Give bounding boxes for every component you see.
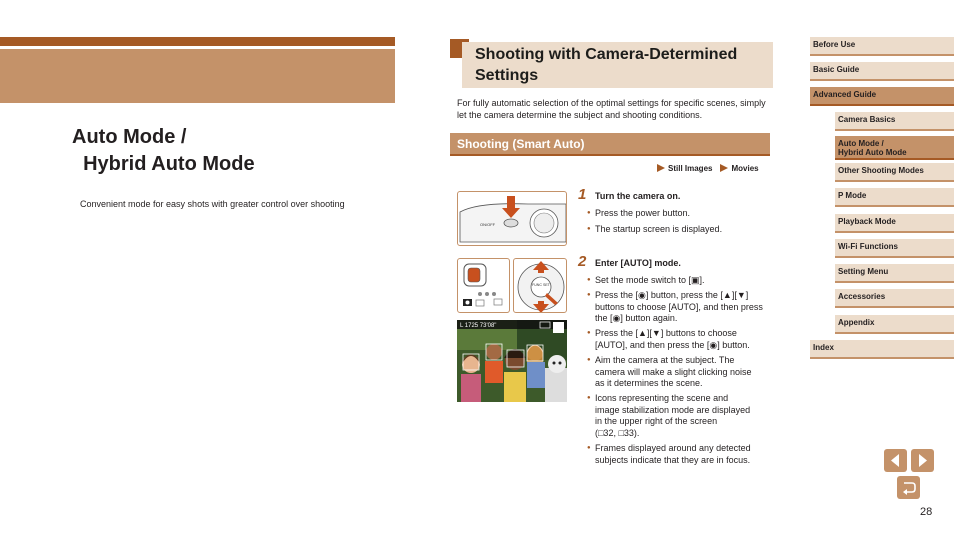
next-page-button[interactable] (911, 449, 934, 472)
sidebar-item-accessories[interactable]: Accessories (835, 289, 954, 308)
step-2-bullet: ● Press the [▲][▼] buttons to choose [AUTO], and then press the [◉] button. (587, 328, 772, 351)
chapter-title: Auto Mode / Hybrid Auto Mode (72, 126, 255, 175)
mode-indicators (657, 164, 759, 173)
triangle-icon (657, 164, 665, 172)
return-button[interactable] (897, 476, 920, 499)
sidebar-item-playback-mode[interactable]: Playback Mode (835, 214, 954, 233)
sidebar-item-other-shooting-modes[interactable]: Other Shooting Modes (835, 163, 954, 182)
page-number: 28 (920, 506, 933, 518)
sidebar-item-camera-basics[interactable]: Camera Basics (835, 112, 954, 131)
mode-movies: Movies (720, 164, 758, 173)
step-2-title: Enter [AUTO] mode. (595, 258, 681, 268)
scene-drawing (457, 320, 567, 402)
sidebar-item-auto-mode[interactable]: Auto Mode / Hybrid Auto Mode (835, 136, 954, 160)
chapter-banner-stripe (0, 37, 395, 46)
camera-top-drawing (458, 192, 567, 246)
arrow-left-icon (884, 449, 907, 472)
sidebar-item-before-use[interactable]: Before Use (810, 37, 954, 56)
power-button-illustration (457, 191, 567, 246)
sidebar-item-appendix[interactable]: Appendix (835, 315, 954, 334)
step-1-title: Turn the camera on. (595, 191, 681, 201)
mode-switch-drawing (458, 259, 510, 313)
step-2-number: 2 (578, 253, 587, 270)
camera-screen-photo (457, 320, 567, 402)
return-icon (897, 476, 920, 499)
control-dial-drawing (514, 259, 567, 313)
step-1-bullet: ● Press the power button. (587, 208, 772, 220)
step-1-number: 1 (578, 186, 587, 203)
sidebar-item-setting-menu[interactable]: Setting Menu (835, 264, 954, 283)
step-2-bullet: ● Icons representing the scene and image stabilization mode are displayed in the upper right of the screen (□32, □33). (587, 393, 772, 439)
chapter-description: Convenient mode for easy shots with greater control over shooting (80, 199, 345, 209)
sidebar-item-wifi-functions[interactable]: Wi-Fi Functions (835, 239, 954, 258)
mode-switch-illustration (457, 258, 510, 313)
mode-still-images: Still Images (657, 164, 712, 173)
sidebar-item-basic-guide[interactable]: Basic Guide (810, 62, 954, 81)
section-intro: For fully automatic selection of the optimal settings for specific scenes, simply let the camera determine the subject and shooting conditions. (457, 98, 766, 120)
func-set-illustration (513, 258, 567, 313)
step-1-bullet: ● The startup screen is displayed. (587, 224, 772, 236)
chapter-banner (0, 49, 395, 103)
sidebar-item-p-mode[interactable]: P Mode (835, 188, 954, 207)
subsection-heading-text: Shooting (Smart Auto) (457, 137, 585, 151)
arrow-right-icon (911, 449, 934, 472)
step-2-bullet: ● Frames displayed around any detected subjects indicate that they are in focus. (587, 443, 772, 466)
step-2-bullet: ● Press the [◉] button, press the [▲][▼] buttons to choose [AUTO], and then press the [◉] button again. (587, 290, 772, 325)
screen-readout: L 1725 73'08" (460, 323, 497, 329)
power-label: ON/OFF (480, 222, 496, 227)
sidebar-item-index[interactable]: Index (810, 340, 954, 359)
section-title: Shooting with Camera-Determined Settings (475, 46, 738, 84)
step-2-bullet: ● Aim the camera at the subject. The camera will make a slight clicking noise as it determines the scene. (587, 355, 772, 390)
subsection-heading (450, 133, 770, 156)
func-label: FUNC SET (532, 283, 550, 287)
prev-page-button[interactable] (884, 449, 907, 472)
triangle-icon (720, 164, 728, 172)
sidebar-item-advanced-guide[interactable]: Advanced Guide (810, 87, 954, 106)
step-2-bullet: ● Set the mode switch to [▣]. (587, 275, 772, 287)
